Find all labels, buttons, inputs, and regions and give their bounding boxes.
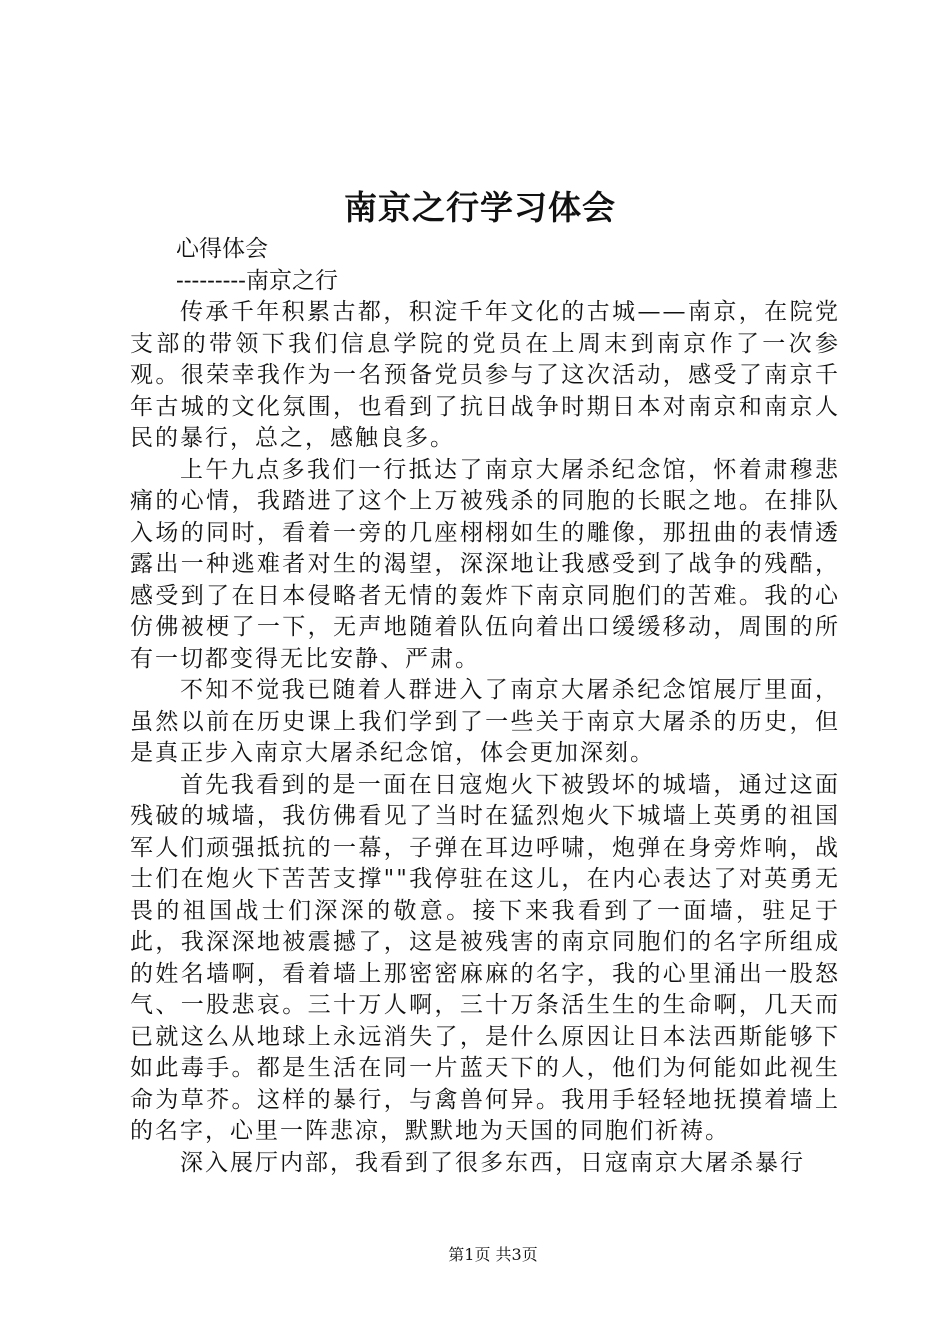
paragraph: 不知不觉我已随着人群进入了南京大屠杀纪念馆展厅里面，虽然以前在历史课上我们学到了一些关于南京大屠杀的历史，但是真正步入南京大屠杀纪念馆，体会更加深刻。 <box>130 677 840 766</box>
document-body <box>130 234 840 1179</box>
paragraph: 首先我看到的是一面在日寇炮火下被毁坏的城墙，通过这面残破的城墙，我仿佛看见了当时在猛烈炮火下城墙上英勇的祖国军人们顽强抵抗的一幕，子弹在耳边呼啸，炮弹在身旁炸响，战士们在炮火下苦苦支撑""我停驻在这儿，在内心表达了对英勇无畏的祖国战士们深深的敬意。接下来我看到了一面墙，驻足于此，我深深地被震撼了，这是被残害的南京同胞们的名字所组成的姓名墙啊，看着墙上那密密麻麻的名字，我的心里涌出一股怒气、一股悲哀。三十万人啊，三十万条活生生的生命啊，几天而已就这么从地球上永远消失了，是什么原因让日本法西斯能够下如此毒手。都是生活在同一片蓝天下的人，他们为何能如此视生命为草芥。这样的暴行，与禽兽何异。我用手轻轻地抚摸着墙上的名字，心里一阵悲凉，默默地为天国的同胞们祈祷。 <box>130 771 840 1144</box>
page-number-footer: 第1页 共3页 <box>448 1245 538 1264</box>
paragraph: 上午九点多我们一行抵达了南京大屠杀纪念馆，怀着肃穆悲痛的心情，我踏进了这个上万被残杀的同胞的长眠之地。在排队入场的同时，看着一旁的几座栩栩如生的雕像，那扭曲的表情透露出一种逃难者对生的渴望，深深地让我感受到了战争的残酷，感受到了在日本侵略者无情的轰炸下南京同胞们的苦难。我的心仿佛被梗了一下，无声地随着队伍向着出口缓缓移动，周围的所有一切都变得无比安静、严肃。 <box>130 456 840 672</box>
paragraph: 深入展厅内部，我看到了很多东西，日寇南京大屠杀暴行 <box>180 1149 805 1176</box>
subtitle-line-2: ---------南京之行 <box>176 267 338 294</box>
paragraph: 传承千年积累古都，积淀千年文化的古城——南京，在院党支部的带领下我们信息学院的党员在上周末到南京作了一次参观。很荣幸我作为一名预备党员参与了这次活动，感受了南京千年古城的文化氛围，也看到了抗日战争时期日本对南京和南京人民的暴行，总之，感触良多。 <box>130 299 840 451</box>
subtitle-line-1: 心得体会 <box>176 236 268 262</box>
document-title: 南京之行学习体会 <box>344 188 616 227</box>
